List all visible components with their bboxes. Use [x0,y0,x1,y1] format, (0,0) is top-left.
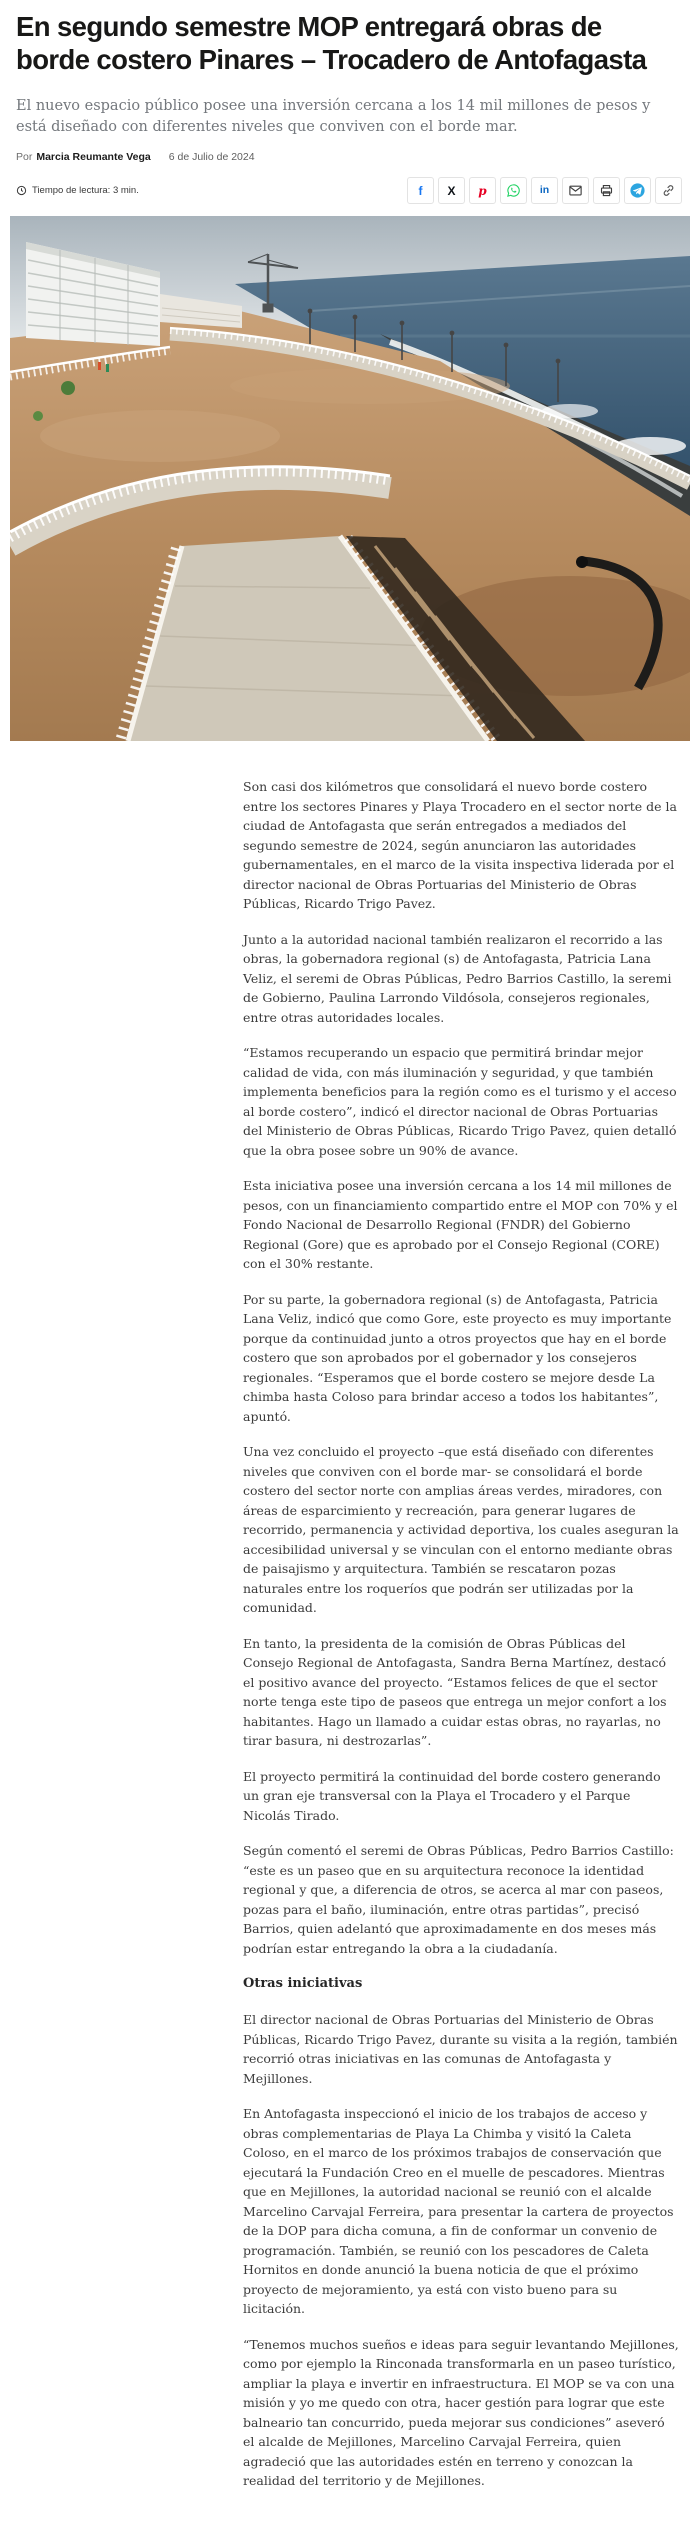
whatsapp-icon [506,183,521,198]
body-paragraph: “Tenemos muchos sueños e ideas para seguir levantando Mejillones, como por ejemplo la Rinconada transformarla en un paseo turístico, ampliar la playa e invertir en infraestructura. El MOP se va con una misión y yo me quedo con otra, hacer gestión para lograr que este balneario tan concurrido, pueda mejorar sus condiciones” aseveró el alcalde de Mejillones, Marcelino Carvajal Ferreira, quien agradeció que las autoridades estén en terreno y conozcan la realidad del territorio y de Mejillones. [243,2336,679,2489]
reading-time [16,185,139,196]
share-buttons-row [407,177,682,204]
section-heading: Otras iniciativas [243,1976,363,1992]
share-telegram-button[interactable] [624,177,651,204]
share-email-button[interactable] [562,177,589,204]
bottom-spacer [0,2507,700,2525]
body-paragraph: El director nacional de Obras Portuarias del Ministerio de Obras Públicas, Ricardo Trigo Pavez, durante su visita a la región, también recorrió otras iniciativas en las comunas de Antofagasta y Mejillones. [243,2012,678,2086]
share-linkedin-button[interactable] [531,177,558,204]
pinterest-icon: p [478,183,487,198]
clock-icon [16,185,27,196]
share-copy-link-button[interactable] [655,177,682,204]
author-name[interactable]: Marcia Reumante Vega [36,151,151,164]
byline-prefix: Por [16,151,33,164]
body-paragraph: Esta iniciativa posee una inversión cercana a los 14 mil millones de pesos, con un financiamiento compartido entre el MOP con 70% y el Fondo Nacional de Desarrollo Regional (FNDR) del Gobierno Regional (Gore) que es aprobado por el Consejo Regional (CORE) con el 30% restante. [243,1178,678,1272]
coastal-construction-photo [10,216,690,741]
share-facebook-button[interactable] [407,177,434,204]
publish-date: 6 de Julio de 2024 [168,151,255,164]
body-paragraph: “Estamos recuperando un espacio que permitirá brindar mejor calidad de vida, con más iluminación y seguridad, y que también implementa beneficios para la región como es el turismo y el acceso al borde costero”, indicó el director nacional de Obras Portuarias del Ministerio de Obras Públicas, Ricardo Trigo Pavez, quien detalló que la obra posee sobre un 90% de avance. [243,1045,677,1158]
facebook-icon: f [418,183,423,198]
article-photo [10,216,690,741]
telegram-icon [629,182,646,199]
body-paragraph: En Antofagasta inspeccionó el inicio de los trabajos de acceso y obras complementarias de Playa La Chimba y visitó la Caleta Coloso, en el marco de los próximos trabajos de conservación que ejecutará la Fundación Creo en el muelle de pescadores. Mientras que en Mejillones, la autoridad nacional se reunió con el alcalde Marcelino Carvajal Ferreira, para presentar la cartera de proyectos de la DOP para dicha comuna, a fin de conformar un convenio de programación. También, se reunió con los pescadores de Caleta Hornitos en donde anunció la buena noticia de que el próximo proyecto de mejoramiento, ya está con visto bueno para su licitación. [243,2106,674,2317]
x-twitter-icon: X [447,183,456,198]
print-icon [599,183,614,198]
body-paragraph: Por su parte, la gobernadora regional (s) de Antofagasta, Patricia Lana Veliz, indicó que como Gore, este proyecto es muy importante porque da continuidad junto a otros proyectos que hay en el borde costero que son aprobados por el gobernador y los consejeros regionales. “Esperamos que el borde costero se mejore desde La chimba hasta Coloso para brindar acceso a todos los habitantes”, apuntó. [243,1291,672,1424]
email-icon [568,183,583,198]
body-paragraph: Son casi dos kilómetros que consolidará el nuevo borde costero entre los sectores Pinares y Playa Trocadero en el sector norte de la ciudad de Antofagasta que serán entregados a mediados del segundo semestre de 2024, según anunciaron las autoridades gubernamentales, en el marco de la visita inspectiva liderada por el director nacional de Obras Portuarias del Ministerio de Obras Públicas, Ricardo Trigo Pavez. [243,779,677,912]
body-paragraph: En tanto, la presidenta de la comisión de Obras Públicas del Consejo Regional de Antofagasta, Sandra Berna Martínez, destacó el positivo avance del proyecto. “Estamos felices de que el sector norte tenga este tipo de paseos que entrega un mejor confort a los habitantes. Hago un llamado a cuidar estas obras, no rayarlas, no tirar basura, ni destrozarlas”. [243,1635,667,1749]
copy-link-icon [661,183,676,198]
meta-row [16,177,682,204]
body-paragraph: El proyecto permitirá la continuidad del borde costero generando un gran eje transversal con la Playa el Trocadero y el Parque Nicolás Tirado. [243,1768,661,1823]
body-paragraph: Una vez concluido el proyecto –que está diseñado con diferentes niveles que conviven con el borde mar- se consolidará el borde costero del sector norte con amplias áreas verdes, miradores, con áreas de esparcimiento y recreación, para generar lugares de recorrido, permanencia y actividad deportiva, los cuales aseguran la accesibilidad universal y se vinculan con el entorno mediante obras de paisajismo y arquitectura. También se rescataron pozas naturales entre los roqueríos que podrán ser utilizadas por la comunidad. [243,1444,679,1616]
body-paragraph: Junto a la autoridad nacional también realizaron el recorrido a las obras, la gobernadora regional (s) de Antofagasta, Patricia Lana Veliz, el seremi de Obras Públicas, Pedro Barrios Castillo, la seremi de Gobierno, Paulina Larrondo Vildósola, consejeros regionales, entre otras autoridades locales. [243,931,672,1025]
share-pinterest-button[interactable] [469,177,496,204]
reading-time-label: Tiempo de lectura: 3 min. [32,185,139,197]
share-print-button[interactable] [593,177,620,204]
body-paragraph: Según comentó el seremi de Obras Públicas, Pedro Barrios Castillo: “este es un paseo que en su arquitectura reconoce la identidad regional y que, a diferencia de otros, se acerca al mar con paseos, pozas para el baño, iluminación, entre otras partidas”, precisó Barrios, quien adelantó que aproximadamente en dos meses más podrían estar entregando la obra a la ciudadanía. [243,1843,674,1956]
share-x-twitter-button[interactable] [438,177,465,204]
page-title: En segundo semestre MOP entregará obras de borde costero Pinares – Trocadero de Antofagasta [16,11,647,75]
article-body [243,777,679,2491]
linkedin-icon: in [539,184,550,197]
article-subtitle: El nuevo espacio público posee una inversión cercana a los 14 mil millones de pesos y está diseñado con diferentes niveles que conviven con el borde mar. [16,98,651,135]
share-whatsapp-button[interactable] [500,177,527,204]
article-header [0,10,700,204]
byline [16,151,682,163]
